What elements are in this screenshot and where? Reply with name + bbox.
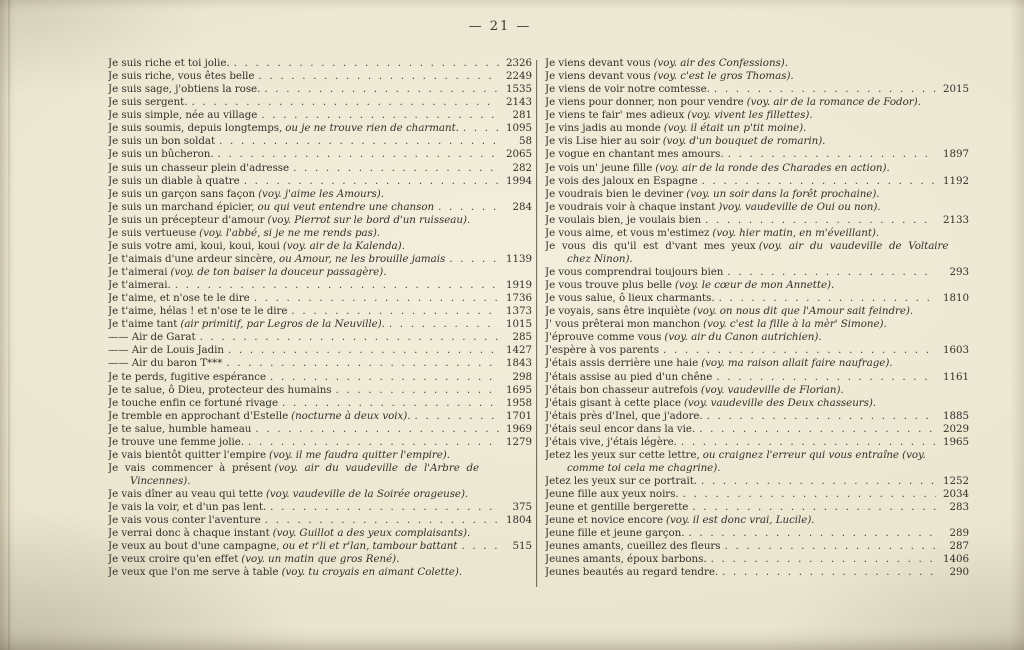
index-entry <box>108 70 532 83</box>
index-entry <box>108 384 532 397</box>
entry-number: 284 <box>512 200 532 213</box>
entry-number: 1015 <box>505 318 532 331</box>
index-entry <box>545 553 969 566</box>
entry-number: 1965 <box>942 435 969 448</box>
index-entry <box>545 305 969 318</box>
entry-reference: ou craignez l'erreur qui vous entraîne (voy. <box>702 448 926 461</box>
index-entry <box>108 253 532 266</box>
entry-reference: (voy. on nous dit que l'Amour sait feindre). <box>693 305 914 318</box>
entry-text: Je touche enfin ce fortuné rivage <box>108 396 279 409</box>
entry-text: Je trouve une femme jolie. <box>108 435 245 448</box>
entry-text: Je t'aime, et n'ose te le dire <box>108 292 250 305</box>
index-entry <box>108 540 532 553</box>
index-entry <box>545 357 969 370</box>
entry-text: Je t'aimerai <box>108 266 168 278</box>
index-entry <box>108 227 532 240</box>
index-entry <box>545 227 969 240</box>
index-entry <box>545 253 969 266</box>
index-entry <box>545 96 969 109</box>
dot-leader <box>258 70 499 83</box>
index-entry <box>108 488 532 501</box>
dot-leader <box>728 148 936 161</box>
dot-leader <box>175 279 499 292</box>
entry-number: 515 <box>512 540 532 553</box>
index-entry <box>545 162 969 175</box>
entry-text: Je vous salue, ô lieux charmants. <box>545 292 715 305</box>
entry-number: 2143 <box>505 96 532 109</box>
index-entry <box>108 266 532 279</box>
entry-number: 1373 <box>505 305 532 318</box>
entry-text: Je suis un bon soldat <box>108 135 216 148</box>
entry-text: —— Air de Louis Jadin <box>108 344 225 357</box>
entry-number: 1736 <box>505 292 532 305</box>
entry-number: 287 <box>949 540 969 553</box>
entry-reference: (voy. vaudeville de Florian). <box>700 383 844 396</box>
entry-text: Je veux croire qu'en effet <box>108 553 239 566</box>
entry-number: 2034 <box>942 488 969 501</box>
entry-number: 1695 <box>505 383 532 396</box>
index-entry <box>108 57 532 70</box>
entry-number: 1139 <box>505 252 532 265</box>
dot-leader <box>449 253 499 266</box>
index-entry <box>545 566 969 579</box>
entry-text: chez Ninon). <box>567 252 633 265</box>
dot-leader <box>192 96 500 109</box>
entry-text: Je veux que l'on me serve à table <box>108 566 279 579</box>
index-entry <box>545 527 969 540</box>
index-entry <box>545 436 969 449</box>
index-entry <box>545 214 969 227</box>
dot-leader <box>722 566 936 579</box>
entry-text: Je t'aime, hélas ! et n'ose te le dire <box>108 305 288 318</box>
entry-number: 1192 <box>942 174 969 187</box>
entry-number: 1919 <box>505 279 532 292</box>
entry-reference: (nocturne à deux voix). <box>291 409 411 422</box>
entry-text: Je t'aime tant <box>108 318 178 331</box>
entry-reference: (voy. ma raison allait faire naufrage). <box>701 357 893 370</box>
entry-reference: (voy. d'un bouquet de romarin). <box>662 135 826 148</box>
entry-text: Jeunes amants, cueillez des fleurs <box>545 540 721 553</box>
entry-text: J'étais assis derrière une haie <box>545 357 699 370</box>
dot-leader <box>415 410 500 423</box>
entry-number: 281 <box>512 109 532 122</box>
entry-text: Jeunes beautés au regard tendre. <box>545 566 719 579</box>
dot-leader <box>716 371 936 384</box>
index-entry <box>545 501 969 514</box>
index-entry <box>108 214 532 227</box>
index-entry <box>545 83 969 96</box>
index-entry <box>545 449 969 462</box>
dot-leader <box>336 384 499 397</box>
entry-text: Je suis simple, née au village <box>108 109 258 122</box>
index-entry <box>108 96 532 109</box>
index-entry <box>545 462 969 475</box>
entry-text: Jeune et novice encore <box>545 514 664 527</box>
dot-leader <box>681 436 936 449</box>
index-entry <box>108 175 532 188</box>
entry-text: Je vois des jaloux en Espagne <box>545 174 698 187</box>
entry-number: 2133 <box>942 213 969 226</box>
entry-number: 293 <box>949 266 969 278</box>
entry-reference: (voy. il était un p'tit moine). <box>663 122 807 135</box>
entry-reference: (voy. Guillot a des yeux complaisants). <box>272 527 471 540</box>
entry-reference: (voy. c'est le gros Thomas). <box>653 70 794 83</box>
dot-leader <box>701 475 936 488</box>
index-entry <box>545 148 969 161</box>
entry-reference: ou qui veut entendre une chanson <box>257 200 435 213</box>
index-entry <box>545 175 969 188</box>
entry-text: Je vais dîner au veau qui tette <box>108 488 263 501</box>
entry-text: Je suis sergent. <box>108 96 188 109</box>
index-entry <box>108 449 532 462</box>
entry-text: J' vous prêterai mon manchon <box>545 318 701 331</box>
entry-text: Jeunes amants, époux barbons. <box>545 553 707 566</box>
entry-text: Je vous comprendrai toujours bien <box>545 266 724 278</box>
index-entry <box>545 423 969 436</box>
dot-leader <box>711 553 936 566</box>
dot-leader <box>719 292 936 305</box>
index-entry <box>108 188 532 201</box>
index-entry <box>545 70 969 83</box>
entry-reference: (voy. j'aime les Amours). <box>258 187 384 200</box>
entry-number: 1603 <box>942 344 969 357</box>
entry-reference: (voy. de ton baiser la douceur passagère). <box>170 266 387 278</box>
index-entry <box>545 371 969 384</box>
entry-text: Je viens devant vous <box>545 57 651 69</box>
dot-leader <box>219 135 499 148</box>
entry-reference: (voy. un matin que gros René). <box>241 553 400 566</box>
index-entry <box>108 436 532 449</box>
entry-text: —— Air du baron T*** <box>108 357 223 370</box>
index-entry <box>108 83 532 96</box>
dot-leader <box>389 318 499 331</box>
dot-leader <box>692 501 936 514</box>
entry-number: 1406 <box>942 553 969 566</box>
dot-leader <box>291 305 499 318</box>
entry-text: Je vis Lise hier au soir <box>545 135 660 148</box>
index-entry <box>545 292 969 305</box>
dot-leader <box>663 344 936 357</box>
dot-leader <box>725 540 936 553</box>
dot-leader <box>293 162 499 175</box>
entry-reference: (voy. air de la Kalenda). <box>282 239 405 252</box>
entry-text: Je voudrais bien le deviner <box>545 187 684 200</box>
index-entry <box>108 566 532 579</box>
entry-number: 1885 <box>942 409 969 422</box>
entry-text: Je suis un bûcheron. <box>108 148 214 161</box>
entry-reference: ou et r'li et r'lan, tambour battant <box>282 540 458 553</box>
entry-text: Je suis un diable à quatre <box>108 174 240 187</box>
dot-leader <box>714 83 936 96</box>
entry-text: Je viens pour donner, non pour vendre <box>545 96 744 109</box>
dot-leader <box>707 410 936 423</box>
index-entry <box>108 148 532 161</box>
entry-reference: (voy. air des Confessions). <box>653 57 788 69</box>
index-entry <box>545 514 969 527</box>
entry-reference: (voy. l'abbé, si je ne me rends pas). <box>199 226 381 239</box>
dot-leader <box>226 357 499 370</box>
index-entry <box>108 514 532 527</box>
entry-number: 2015 <box>942 83 969 96</box>
column-divider <box>536 60 537 587</box>
entry-text: Je vais la voir, et d'un pas lent. <box>108 501 267 514</box>
entry-number: 58 <box>518 135 532 148</box>
entry-number: 375 <box>512 501 532 514</box>
index-entry <box>108 292 532 305</box>
index-entry <box>108 122 532 135</box>
dot-leader <box>264 83 499 96</box>
dot-leader <box>234 57 499 70</box>
index-entry <box>108 162 532 175</box>
entry-reference: (voy. hier matin, en m'éveillant). <box>712 226 880 239</box>
index-entry <box>108 527 532 540</box>
index-entry <box>108 371 532 384</box>
index-entry <box>108 397 532 410</box>
entry-reference: (voy. tu croyais en aimant Colette). <box>281 566 463 579</box>
page-edge-crease <box>8 0 10 650</box>
entry-text: comme toi cela me chagrine). <box>567 461 721 474</box>
index-entry <box>545 318 969 331</box>
entry-number: 282 <box>512 161 532 174</box>
entry-number: 1969 <box>505 422 532 435</box>
entry-text: Je viens devant vous <box>545 70 651 83</box>
entry-number: 1804 <box>505 514 532 527</box>
dot-leader <box>702 175 936 188</box>
entry-number: 1701 <box>505 409 532 422</box>
dot-leader <box>261 109 499 122</box>
dot-leader <box>270 371 499 384</box>
index-entry <box>108 331 532 344</box>
entry-text: Je vais bientôt quitter l'empire <box>108 448 267 461</box>
entry-number: 1252 <box>942 475 969 487</box>
entry-text: Je vais commencer à présent <box>108 461 272 474</box>
entry-reference: (voy. il est donc vrai, Lucile). <box>666 514 815 527</box>
dot-leader <box>699 423 936 436</box>
entry-number: 1843 <box>505 357 532 370</box>
entry-text: Je suis un chasseur plein d'adresse <box>108 161 290 174</box>
entry-text: Je t'aimais d'une ardeur sincère, <box>108 252 276 265</box>
index-entry <box>545 540 969 553</box>
entry-text: J'étais bon chasseur autrefois <box>545 383 698 396</box>
index-entry <box>545 240 969 253</box>
index-entry <box>108 553 532 566</box>
dot-leader <box>218 148 499 161</box>
index-entry <box>545 410 969 423</box>
entry-reference: (voy. air du vaudeville de l'Arbre de <box>274 461 480 474</box>
entry-number: 2249 <box>505 70 532 83</box>
index-entry <box>545 188 969 201</box>
entry-text: Je suis un garçon sans façon <box>108 187 256 200</box>
entry-text: Je voyais, sans être inquiète <box>545 305 691 318</box>
index-entry <box>108 279 532 292</box>
entry-reference: (air primitif, par Legros de la Neuville). <box>180 318 385 331</box>
entry-reference: )voy. vaudeville de Oui ou non). <box>718 200 881 213</box>
entry-text: Je vous dis qu'il est d'vant mes yeux <box>545 239 756 252</box>
entry-text: J'étais assise au pied d'un chêne <box>545 370 713 383</box>
entry-text: Je voulais bien, je voulais bien <box>545 213 702 226</box>
entry-number: 2326 <box>505 57 532 69</box>
entry-text: Je voudrais voir à chaque instant <box>545 200 716 213</box>
entry-reference: (voy. vivent les fillettes). <box>687 109 813 122</box>
entry-number: 1427 <box>505 344 532 357</box>
entry-reference: (voy. c'est la fille à la mèr' Simone). <box>703 318 887 331</box>
index-entry <box>108 135 532 148</box>
entry-text: Je tremble en approchant d'Estelle <box>108 409 289 422</box>
entry-reference: ou je ne trouve rien de charmant. <box>285 122 459 135</box>
entry-text: Je suis riche et toi jolie. <box>108 57 230 69</box>
entry-number: 1897 <box>942 148 969 161</box>
entry-text: Je suis votre ami, koui, koui, koui <box>108 239 280 252</box>
index-entry <box>545 475 969 488</box>
entry-number: 285 <box>512 331 532 344</box>
entry-text: Jeune et gentille bergerette <box>545 501 689 514</box>
index-entry <box>545 344 969 357</box>
index-entry <box>108 344 532 357</box>
dot-leader <box>463 122 499 135</box>
dot-leader <box>705 214 936 227</box>
index-entry <box>545 266 969 279</box>
entry-number: 2065 <box>505 148 532 161</box>
entry-text: Je vais vous conter l'aventure <box>108 514 261 527</box>
entry-text: J'étais vive, j'étais légère. <box>545 435 677 448</box>
index-entry <box>545 201 969 214</box>
index-entry <box>108 305 532 318</box>
entry-reference: (voy. Pierrot sur le bord d'un ruisseau). <box>267 213 471 226</box>
entry-number: 1810 <box>942 292 969 305</box>
index-entry <box>108 201 532 214</box>
entry-reference: (voy. le cœur de mon Annette). <box>674 279 835 292</box>
entry-text: Je vois un' jeune fille <box>545 161 653 174</box>
entry-reference: (voy. il me faudra quitter l'empire). <box>269 448 450 461</box>
index-entry <box>545 122 969 135</box>
entry-number: 290 <box>949 566 969 579</box>
dot-leader <box>228 344 499 357</box>
entry-text: Je suis un marchand épicier, <box>108 200 255 213</box>
entry-number: 2029 <box>942 422 969 435</box>
dot-leader <box>244 175 499 188</box>
entry-text: Je viens te fair' mes adieux <box>545 109 685 122</box>
index-entry <box>108 109 532 122</box>
entry-number: 1958 <box>505 396 532 409</box>
index-entry <box>108 240 532 253</box>
entry-text: Je te perds, fugitive espérance <box>108 370 267 383</box>
entry-text: Je suis vertueuse <box>108 226 197 239</box>
dot-leader <box>248 436 499 449</box>
entry-reference: (voy. air de la romance de Fodor). <box>746 96 921 109</box>
entry-reference: (voy. un soir dans la forêt prochaine). <box>686 187 880 200</box>
dot-leader <box>461 540 499 553</box>
index-entry <box>545 488 969 501</box>
entry-number: 298 <box>512 370 532 383</box>
index-entry <box>108 357 532 370</box>
entry-text: Je viens de voir notre comtesse. <box>545 83 710 96</box>
entry-text: Je veux au bout d'une campagne, <box>108 540 280 553</box>
entry-number: 1161 <box>942 370 969 383</box>
index-column-left <box>108 57 532 580</box>
index-entry <box>545 384 969 397</box>
entry-text: Je suis soumis, depuis longtemps, <box>108 122 283 135</box>
dot-leader <box>438 201 499 214</box>
entry-text: J'étais gisant à cette place <box>545 396 681 409</box>
entry-text: Je vous trouve plus belle <box>545 279 672 292</box>
page-number: — 21 — <box>468 19 532 34</box>
index-entry <box>545 331 969 344</box>
entry-text: Je te salue, ô Dieu, protecteur des humains <box>108 383 332 396</box>
entry-reference: (voy. air de la ronde des Charades en action). <box>655 161 890 174</box>
entry-text: Je t'aimerai. <box>108 279 171 292</box>
index-entry <box>545 57 969 70</box>
index-entry <box>108 462 532 475</box>
index-entry <box>545 109 969 122</box>
dot-leader <box>200 331 499 344</box>
index-entry <box>545 279 969 292</box>
index-entry <box>108 423 532 436</box>
entry-text: Jetez les yeux sur ce portrait. <box>545 475 698 487</box>
entry-text: J'étais près d'Inel, que j'adore. <box>545 409 703 422</box>
entry-reference: (voy. air du vaudeville de Voltaire <box>758 239 949 252</box>
entry-text: Je vous aime, et vous m'estimez <box>545 226 710 239</box>
entry-reference: ou Amour, ne les brouille jamais <box>278 252 446 265</box>
entry-text: Je vogue en chantant mes amours. <box>545 148 724 161</box>
entry-text: Je suis un précepteur d'amour <box>108 213 265 226</box>
index-entry <box>108 501 532 514</box>
entry-reference: (voy. vaudeville des Deux chasseurs). <box>683 396 877 409</box>
dot-leader <box>688 527 936 540</box>
entry-text: J'espère à vos parents <box>545 344 659 357</box>
entry-text: Jeune fille et jeune garçon. <box>545 527 685 540</box>
entry-text: Vincennes). <box>130 475 191 487</box>
dot-leader <box>282 397 499 410</box>
index-column-right <box>545 57 969 580</box>
index-entry <box>545 135 969 148</box>
index-entry <box>545 397 969 410</box>
entry-text: Jetez les yeux sur cette lettre, <box>545 448 700 461</box>
entry-number: 283 <box>949 501 969 514</box>
entry-number: 1994 <box>505 174 532 187</box>
entry-number: 289 <box>949 527 969 540</box>
dot-leader <box>727 266 936 279</box>
dot-leader <box>683 488 936 501</box>
entry-reference: (voy. vaudeville de la Soirée orageuse). <box>265 488 469 501</box>
dot-leader <box>255 423 499 436</box>
entry-text: Je verrai donc à chaque instant <box>108 527 270 540</box>
dot-leader <box>265 514 499 527</box>
index-entry <box>108 475 532 488</box>
entry-text: —— Air de Garat <box>108 331 196 344</box>
index-entry <box>108 410 532 423</box>
entry-reference: (voy. air du Canon autrichien). <box>664 331 822 344</box>
entry-number: 1095 <box>505 122 532 135</box>
entry-text: J'étais seul encor dans la vie. <box>545 422 696 435</box>
entry-text: Je vins jadis au monde <box>545 122 661 135</box>
entry-text: Je te salue, humble hameau <box>108 422 252 435</box>
entry-text: Jeune fille aux yeux noirs. <box>545 488 679 501</box>
dot-leader <box>270 501 499 514</box>
dot-leader <box>254 292 499 305</box>
entry-text: Je suis sage, j'obtiens la rose. <box>108 83 261 96</box>
entry-number: 1279 <box>505 435 532 448</box>
entry-text: J'éprouve comme vous <box>545 331 662 344</box>
entry-text: Je suis riche, vous êtes belle <box>108 70 255 83</box>
index-entry <box>108 318 532 331</box>
entry-number: 1535 <box>505 83 532 96</box>
